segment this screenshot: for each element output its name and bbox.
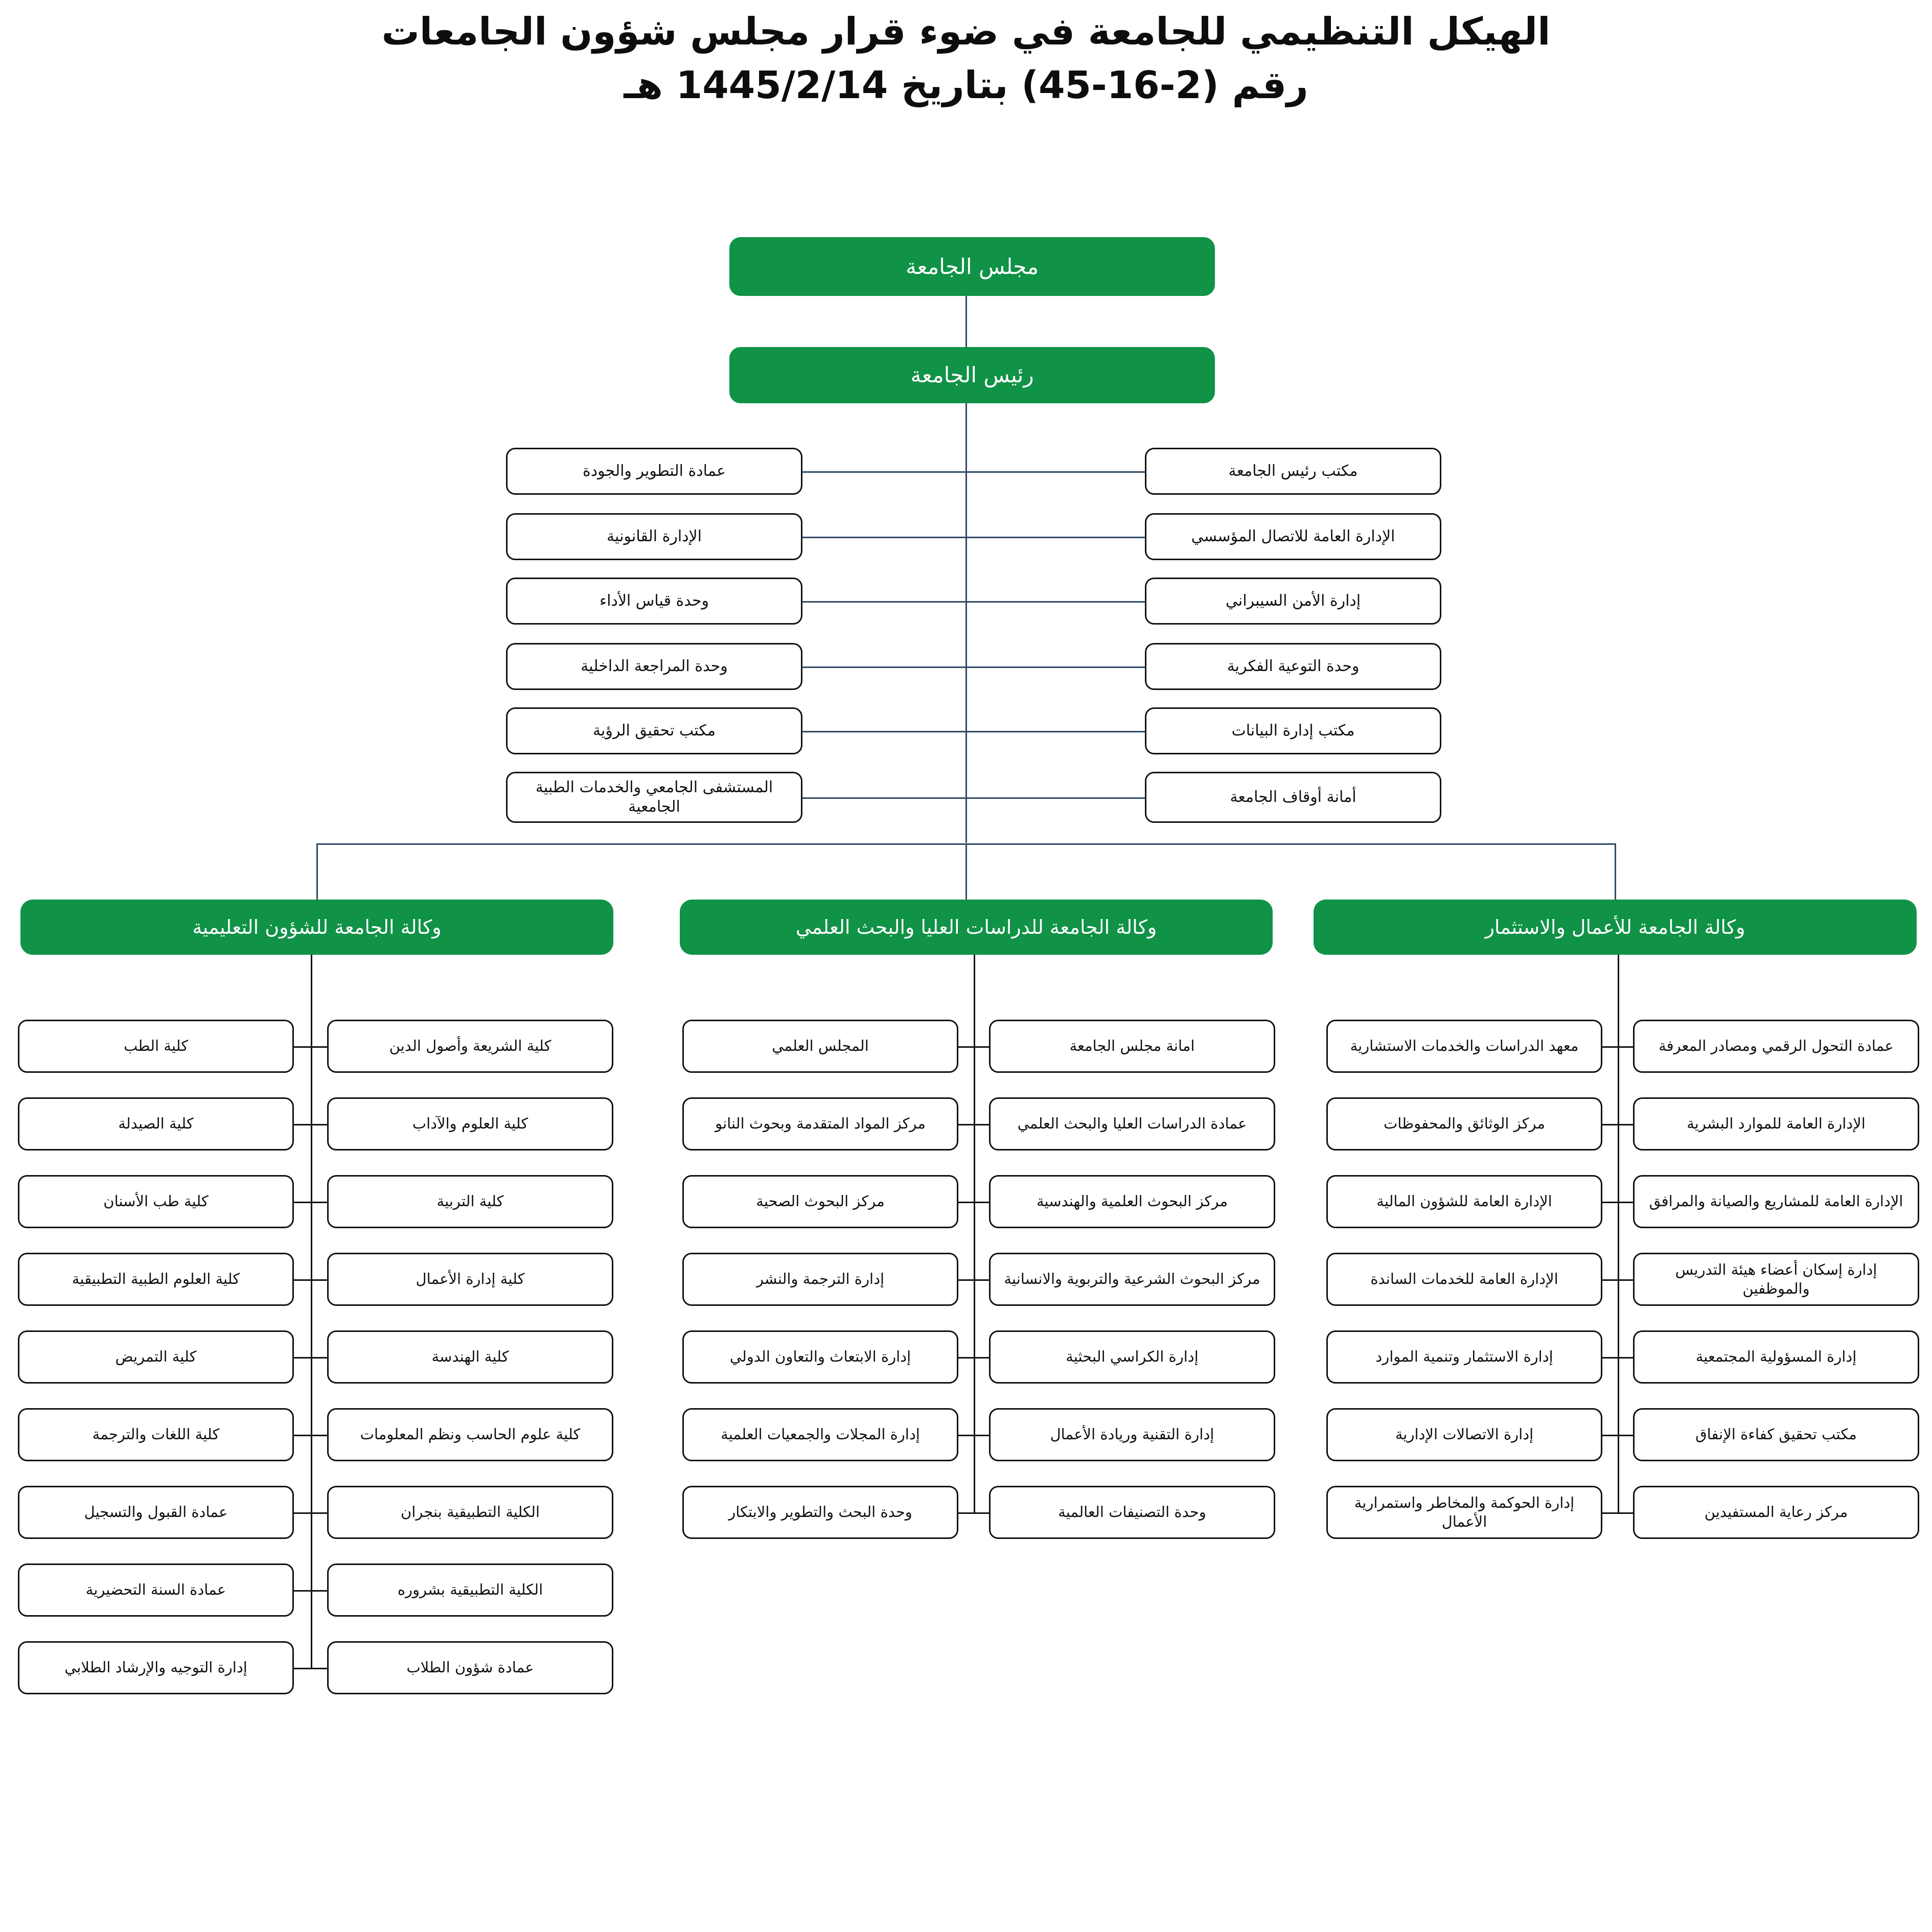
- connector-line-horizontal: [311, 1046, 328, 1048]
- node-staff-right-2[interactable]: إدارة الأمن السيبراني: [1145, 578, 1441, 625]
- connector-line-horizontal: [1602, 1279, 1618, 1281]
- connector-line-horizontal: [294, 1202, 311, 1203]
- connector-line-vertical: [965, 843, 967, 900]
- connector-line-horizontal: [1618, 1435, 1633, 1436]
- node-business-investment-outer-4[interactable]: إدارة الاستثمار وتنمية الموارد: [1326, 1330, 1602, 1384]
- connector-line-vertical: [965, 296, 967, 347]
- node-staff-right-0[interactable]: مكتب رئيس الجامعة: [1145, 448, 1441, 495]
- node-graduate-research-outer-0[interactable]: المجلس العلمي: [682, 1020, 958, 1073]
- node-graduate-research-outer-6[interactable]: وحدة البحث والتطوير والابتكار: [682, 1486, 958, 1539]
- node-graduate-research-outer-3[interactable]: إدارة الترجمة والنشر: [682, 1253, 958, 1306]
- connector-line-horizontal: [311, 1512, 328, 1514]
- node-graduate-research-inner-1[interactable]: عمادة الدراسات العليا والبحث العلمي: [989, 1097, 1275, 1151]
- node-business-investment-outer-2[interactable]: الإدارة العامة للشؤون المالية: [1326, 1175, 1602, 1228]
- node-graduate-research-inner-4[interactable]: إدارة الكراسي البحثية: [989, 1330, 1275, 1384]
- connector-line-horizontal: [311, 1202, 328, 1203]
- connector-line-horizontal: [294, 1279, 311, 1281]
- node-staff-left-4[interactable]: مكتب تحقيق الرؤية: [506, 707, 802, 754]
- node-staff-left-3[interactable]: وحدة المراجعة الداخلية: [506, 643, 802, 690]
- node-graduate-research-outer-1[interactable]: مركز المواد المتقدمة وبحوث النانو: [682, 1097, 958, 1151]
- node-education-inner-3[interactable]: كلية إدارة الأعمال: [327, 1253, 613, 1306]
- connector-line-horizontal: [294, 1124, 311, 1125]
- node-business-investment-outer-5[interactable]: إدارة الاتصالات الإدارية: [1326, 1408, 1602, 1461]
- connector-line-horizontal: [311, 1668, 328, 1669]
- node-graduate-research-inner-3[interactable]: مركز البحوث الشرعية والتربوية والانسانية: [989, 1253, 1275, 1306]
- connector-line-horizontal: [311, 1357, 328, 1359]
- connector-line-horizontal: [958, 1279, 974, 1281]
- node-university-president[interactable]: رئيس الجامعة: [729, 347, 1215, 403]
- page-title: [0, 5, 1932, 112]
- page-title-line-2: رقم (2-16-45) بتاريخ 1445/2/14 هـ: [624, 63, 1308, 108]
- connector-line-horizontal: [294, 1668, 311, 1669]
- connector-line-horizontal: [1602, 1435, 1618, 1436]
- connector-line-horizontal: [966, 797, 1145, 799]
- connector-line-horizontal: [966, 731, 1145, 732]
- connector-line-horizontal: [974, 1124, 989, 1125]
- node-staff-left-1[interactable]: الإدارة القانونية: [506, 513, 802, 560]
- connector-line-horizontal: [802, 666, 966, 668]
- connector-line-horizontal: [1618, 1279, 1633, 1281]
- node-vicepresidency-graduate-research[interactable]: وكالة الجامعة للدراسات العليا والبحث العلمي: [680, 900, 1273, 955]
- connector-line-horizontal: [1618, 1512, 1633, 1514]
- connector-line-horizontal: [802, 731, 966, 732]
- node-education-inner-1[interactable]: كلية العلوم والآداب: [327, 1097, 613, 1151]
- node-graduate-research-outer-5[interactable]: إدارة المجلات والجمعيات العلمية: [682, 1408, 958, 1461]
- node-education-inner-6[interactable]: الكلية التطبيقية بنجران: [327, 1486, 613, 1539]
- node-vicepresidency-business-investment[interactable]: وكالة الجامعة للأعمال والاستثمار: [1314, 900, 1917, 955]
- connector-line-horizontal: [974, 1279, 989, 1281]
- node-business-investment-inner-6[interactable]: مركز رعاية المستفيدين: [1633, 1486, 1919, 1539]
- node-education-outer-6[interactable]: عمادة القبول والتسجيل: [18, 1486, 294, 1539]
- node-business-investment-outer-0[interactable]: معهد الدراسات والخدمات الاستشارية: [1326, 1020, 1602, 1073]
- connector-line-horizontal: [802, 797, 966, 799]
- node-education-outer-2[interactable]: كلية طب الأسنان: [18, 1175, 294, 1228]
- node-education-outer-4[interactable]: كلية التمريض: [18, 1330, 294, 1384]
- connector-line-horizontal: [1602, 1046, 1618, 1048]
- connector-line-horizontal: [958, 1202, 974, 1203]
- node-education-inner-0[interactable]: كلية الشريعة وأصول الدين: [327, 1020, 613, 1073]
- node-graduate-research-inner-0[interactable]: امانة مجلس الجامعة: [989, 1020, 1275, 1073]
- node-education-inner-5[interactable]: كلية علوم الحاسب ونظم المعلومات: [327, 1408, 613, 1461]
- connector-line-horizontal: [311, 1279, 328, 1281]
- node-education-inner-2[interactable]: كلية التربية: [327, 1175, 613, 1228]
- connector-line-horizontal: [802, 601, 966, 603]
- node-business-investment-inner-2[interactable]: الإدارة العامة للمشاريع والصيانة والمرافق: [1633, 1175, 1919, 1228]
- connector-line-horizontal: [1602, 1124, 1618, 1125]
- node-graduate-research-inner-5[interactable]: إدارة التقنية وريادة الأعمال: [989, 1408, 1275, 1461]
- connector-line-horizontal: [802, 471, 966, 473]
- node-business-investment-outer-3[interactable]: الإدارة العامة للخدمات الساندة: [1326, 1253, 1602, 1306]
- connector-line-horizontal: [966, 471, 1145, 473]
- connector-line-horizontal: [974, 1202, 989, 1203]
- node-business-investment-inner-4[interactable]: إدارة المسؤولية المجتمعية: [1633, 1330, 1919, 1384]
- connector-line-vertical: [1615, 843, 1616, 900]
- connector-line-horizontal: [1602, 1357, 1618, 1359]
- connector-line-horizontal: [974, 1357, 989, 1359]
- node-education-outer-5[interactable]: كلية اللغات والترجمة: [18, 1408, 294, 1461]
- connector-line-horizontal: [311, 1435, 328, 1436]
- connector-line-vertical: [974, 955, 975, 1046]
- node-business-investment-outer-6[interactable]: إدارة الحوكمة والمخاطر واستمرارية الأعمال: [1326, 1486, 1602, 1539]
- connector-line-horizontal: [1618, 1202, 1633, 1203]
- node-business-investment-inner-1[interactable]: الإدارة العامة للموارد البشرية: [1633, 1097, 1919, 1151]
- node-business-investment-outer-1[interactable]: مركز الوثائق والمحفوظات: [1326, 1097, 1602, 1151]
- connector-line-horizontal: [966, 601, 1145, 603]
- connector-line-horizontal: [958, 1357, 974, 1359]
- connector-line-horizontal: [1618, 1046, 1633, 1048]
- connector-line-horizontal: [294, 1590, 311, 1592]
- node-university-council[interactable]: مجلس الجامعة: [729, 237, 1215, 296]
- connector-line-vertical: [965, 403, 967, 843]
- node-staff-left-2[interactable]: وحدة قياس الأداء: [506, 578, 802, 625]
- connector-line-horizontal: [294, 1512, 311, 1514]
- connector-line-horizontal: [958, 1046, 974, 1048]
- node-vicepresidency-education[interactable]: وكالة الجامعة للشؤون التعليمية: [20, 900, 613, 955]
- connector-line-horizontal: [1602, 1512, 1618, 1514]
- connector-line-horizontal: [1602, 1202, 1618, 1203]
- node-business-investment-inner-5[interactable]: مكتب تحقيق كفاءة الإنفاق: [1633, 1408, 1919, 1461]
- node-education-outer-7[interactable]: عمادة السنة التحضيرية: [18, 1563, 294, 1617]
- connector-line-horizontal: [958, 1124, 974, 1125]
- node-staff-left-0[interactable]: عمادة التطوير والجودة: [506, 448, 802, 495]
- connector-line-horizontal: [294, 1046, 311, 1048]
- connector-line-vertical: [311, 955, 312, 1046]
- node-education-inner-4[interactable]: كلية الهندسة: [327, 1330, 613, 1384]
- connector-line-vertical: [1618, 955, 1619, 1046]
- node-graduate-research-inner-2[interactable]: مركز البحوث العلمية والهندسية: [989, 1175, 1275, 1228]
- connector-line-horizontal: [958, 1435, 974, 1436]
- node-education-outer-1[interactable]: كلية الصيدلة: [18, 1097, 294, 1151]
- connector-line-horizontal: [974, 1046, 989, 1048]
- node-education-inner-8[interactable]: عمادة شؤون الطلاب: [327, 1641, 613, 1694]
- connector-line-horizontal: [1618, 1124, 1633, 1125]
- node-education-outer-8[interactable]: إدارة التوجيه والإرشاد الطلابي: [18, 1641, 294, 1694]
- node-education-inner-7[interactable]: الكلية التطبيقية بشروره: [327, 1563, 613, 1617]
- page-title-line-1: الهيكل التنظيمي للجامعة في ضوء قرار مجلس شؤون الجامعات: [381, 10, 1551, 54]
- node-staff-right-3[interactable]: وحدة التوعية الفكرية: [1145, 643, 1441, 690]
- node-staff-right-5[interactable]: أمانة أوقاف الجامعة: [1145, 772, 1441, 823]
- node-staff-left-5[interactable]: المستشفى الجامعي والخدمات الطبية الجامعية: [506, 772, 802, 823]
- connector-line-horizontal: [802, 537, 966, 538]
- connector-line-horizontal: [966, 537, 1145, 538]
- node-graduate-research-outer-2[interactable]: مركز البحوث الصحية: [682, 1175, 958, 1228]
- connector-line-horizontal: [311, 1124, 328, 1125]
- node-graduate-research-inner-6[interactable]: وحدة التصنيفات العالمية: [989, 1486, 1275, 1539]
- connector-line-horizontal: [294, 1435, 311, 1436]
- connector-line-horizontal: [974, 1512, 989, 1514]
- node-staff-right-4[interactable]: مكتب إدارة البيانات: [1145, 707, 1441, 754]
- connector-line-horizontal: [958, 1512, 974, 1514]
- connector-line-horizontal: [966, 666, 1145, 668]
- connector-line-horizontal: [974, 1435, 989, 1436]
- node-education-outer-0[interactable]: كلية الطب: [18, 1020, 294, 1073]
- node-education-outer-3[interactable]: كلية العلوم الطبية التطبيقية: [18, 1253, 294, 1306]
- node-business-investment-inner-0[interactable]: عمادة التحول الرقمي ومصادر المعرفة: [1633, 1020, 1919, 1073]
- connector-line-horizontal: [294, 1357, 311, 1359]
- connector-line-horizontal: [1618, 1357, 1633, 1359]
- node-staff-right-1[interactable]: الإدارة العامة للاتصال المؤسسي: [1145, 513, 1441, 560]
- node-business-investment-inner-3[interactable]: إدارة إسكان أعضاء هيئة التدريس والموظفين: [1633, 1253, 1919, 1306]
- connector-line-horizontal: [311, 1590, 328, 1592]
- node-graduate-research-outer-4[interactable]: إدارة الابتعاث والتعاون الدولي: [682, 1330, 958, 1384]
- connector-line-vertical: [316, 843, 318, 900]
